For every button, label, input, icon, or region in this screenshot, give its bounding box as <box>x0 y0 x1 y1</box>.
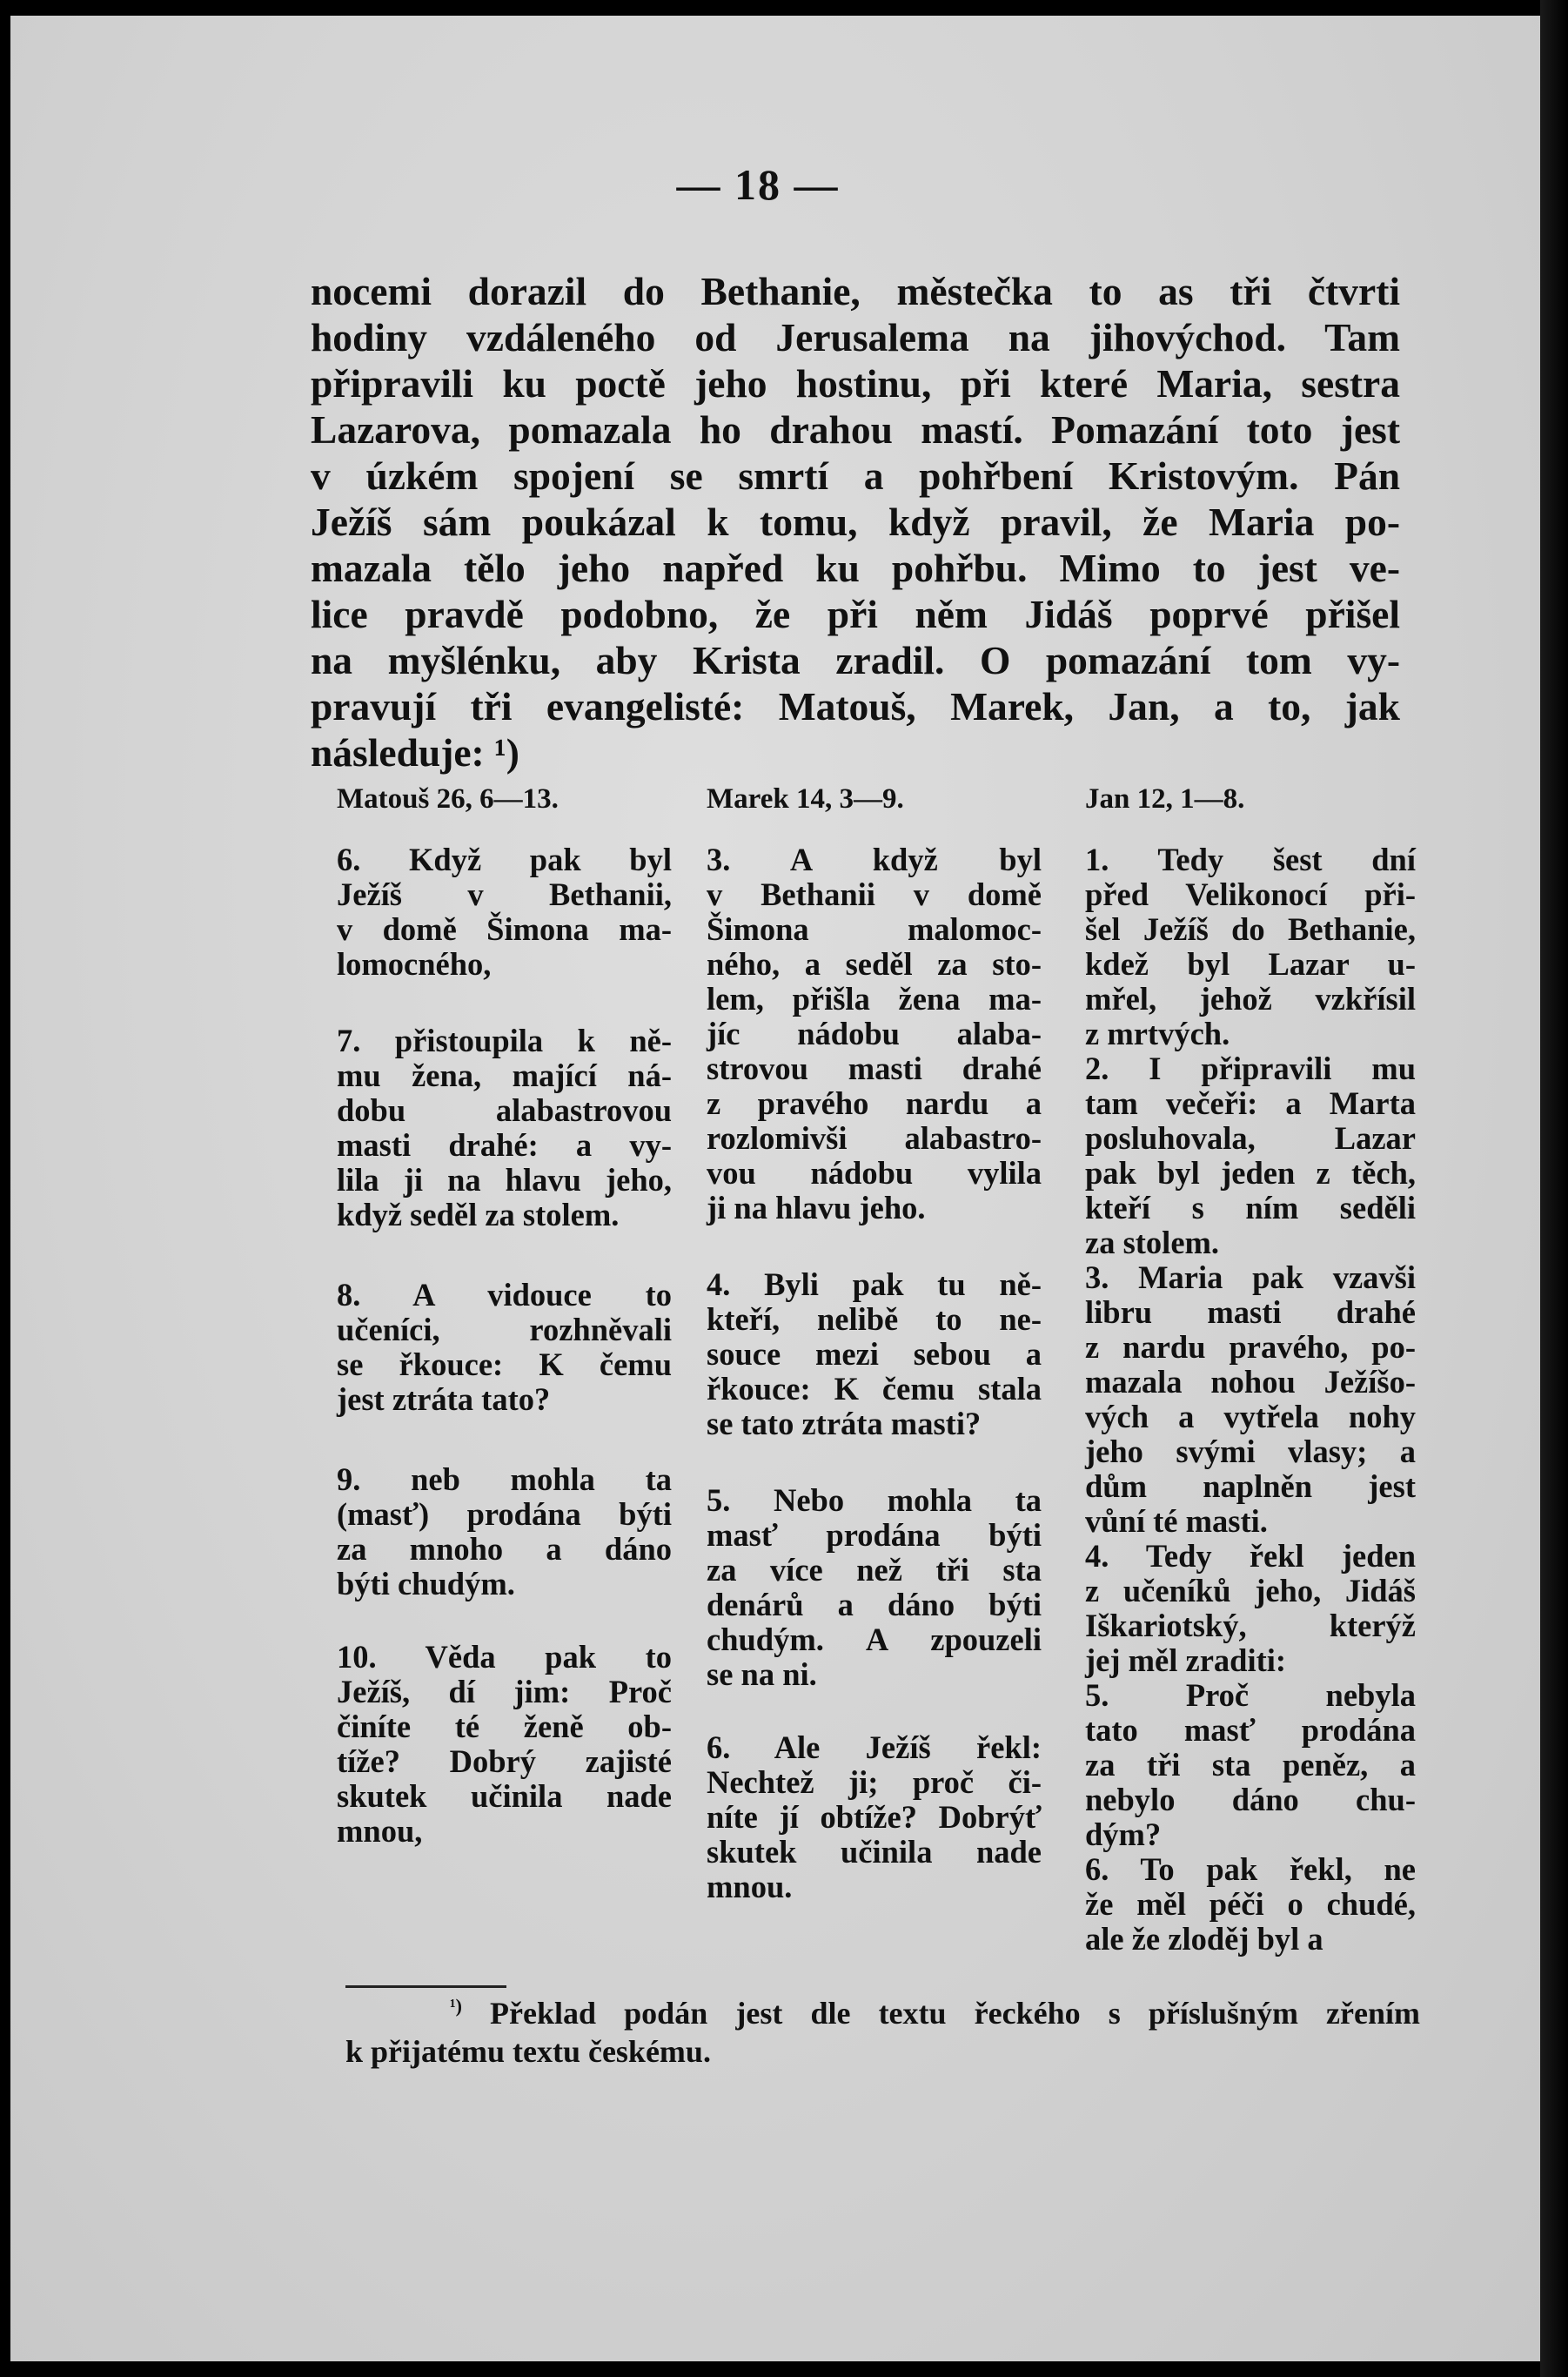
verse-line: mnou, <box>337 1813 423 1849</box>
column-john <box>1085 782 1416 1957</box>
verse-line: Ježíš, dí jim: Proč <box>337 1674 672 1709</box>
verse-line: za více než tři sta <box>707 1552 1042 1588</box>
verse-line: když seděl za stolem. <box>337 1197 620 1232</box>
book-page <box>10 16 1540 2361</box>
verse-line: lila ji na hlavu jeho, <box>337 1162 672 1198</box>
verse-line: před Velikonocí při- <box>1085 876 1416 912</box>
verse <box>1085 1852 1416 1957</box>
verse-line: jej měl zraditi: <box>1085 1642 1287 1678</box>
verse-line: 8. A vidouce to <box>337 1277 672 1313</box>
verse <box>1085 1539 1416 1678</box>
verse-line: šel Ježíš do Bethanie, <box>1085 911 1416 947</box>
verse-line: dým? <box>1085 1816 1162 1852</box>
verse-line: za mnoho a dáno <box>337 1531 672 1567</box>
verse-line: 6. Když pak byl <box>337 842 672 877</box>
column-heading: Jan 12, 1—8. <box>1085 783 1245 815</box>
verse <box>707 843 1042 1225</box>
verse-line: z pravého nardu a <box>707 1085 1042 1121</box>
footnote-line: k přijatému textu českému. <box>345 2034 711 2069</box>
verse-line: 4. Tedy řekl jeden <box>1085 1538 1416 1574</box>
verse-line: rozlomivši alabastro- <box>707 1120 1042 1156</box>
verse-line: skutek učinila nade <box>707 1834 1042 1870</box>
verse <box>1085 1260 1416 1539</box>
verse-line: mazala nohou Ježíšo- <box>1085 1364 1416 1400</box>
verse <box>337 1024 672 1232</box>
verse-line: mnou. <box>707 1869 793 1904</box>
text-line: připravili ku poctě jeho hostinu, při které Maria, sestra <box>311 361 1400 406</box>
text-line: hodiny vzdáleného od Jerusalema na jihovýchod. Tam <box>311 315 1400 359</box>
verse-line: učeníci, rozhněvali <box>337 1312 672 1347</box>
verse-line: ale že zloděj byl a <box>1085 1921 1323 1957</box>
verse-line: mřel, jehož vzkřísil <box>1085 981 1416 1017</box>
verse-line: Nechtež ji; proč či- <box>707 1764 1042 1800</box>
verse <box>337 843 672 982</box>
text-line: pravují tři evangelisté: Matouš, Marek, Jan, a to, jak <box>311 684 1400 729</box>
verse-line: býti chudým. <box>337 1566 515 1601</box>
verse <box>1085 1678 1416 1852</box>
verse-line: mu žena, mající ná- <box>337 1058 672 1093</box>
verse-line: tato masť prodána <box>1085 1712 1416 1748</box>
verse-line: se tato ztráta masti? <box>707 1406 982 1441</box>
verse-line: denárů a dáno býti <box>707 1587 1042 1622</box>
verse <box>1085 1051 1416 1260</box>
text-line: následuje: ¹) <box>311 730 519 775</box>
verse-line: skutek učinila nade <box>337 1778 672 1814</box>
verse <box>337 1278 672 1417</box>
text-line: lice pravdě podobno, že při něm Jidáš poprvé přišel <box>311 592 1400 636</box>
verse-line: Ježíš v Bethanii, <box>337 876 672 912</box>
verse-line: vých a vytřela nohy <box>1085 1399 1416 1434</box>
text-line: na myšlénku, aby Krista zradil. O pomazání tom vy- <box>311 638 1400 682</box>
verse-line: libru masti drahé <box>1085 1294 1416 1330</box>
verse <box>707 1730 1042 1904</box>
verse-line: níte jí obtíže? Dobrýť <box>707 1799 1042 1835</box>
verse-line: se na ni. <box>707 1656 817 1692</box>
verse-line: 5. Nebo mohla ta <box>707 1482 1042 1518</box>
verse-line: 3. Maria pak vzavši <box>1085 1259 1416 1295</box>
text-line: Lazarova, pomazala ho drahou mastí. Pomazání toto jest <box>311 407 1400 452</box>
verse-line: souce mezi sebou a <box>707 1336 1042 1372</box>
verse-line: posluhovala, Lazar <box>1085 1120 1416 1156</box>
verse-line: lem, přišla žena ma- <box>707 981 1042 1017</box>
verse-line: jeho svými vlasy; a <box>1085 1434 1416 1469</box>
verse-line: 3. A když byl <box>707 842 1042 877</box>
verse-line: za tři sta peněz, a <box>1085 1747 1416 1783</box>
column-mark <box>707 782 1042 1904</box>
verse-line: 10. Věda pak to <box>337 1639 672 1675</box>
verse-line: tíže? Dobrý zajisté <box>337 1743 672 1779</box>
verse-line: se řkouce: K čemu <box>337 1346 672 1382</box>
verse-line: kteří s ním seděli <box>1085 1190 1416 1225</box>
verse <box>1085 843 1416 1051</box>
verse-line: že měl péči o chudé, <box>1085 1886 1416 1922</box>
verse-line: nebylo dáno chu- <box>1085 1782 1416 1817</box>
verse-line: 4. Byli pak tu ně- <box>707 1266 1042 1302</box>
column-matthew <box>337 782 672 1849</box>
scan-edge <box>1540 0 1568 2377</box>
footnote-marker: ¹) <box>450 1995 462 2017</box>
verse <box>337 1462 672 1601</box>
verse-line: činíte té ženě ob- <box>337 1709 672 1744</box>
verse-line: tam večeři: a Marta <box>1085 1085 1416 1121</box>
verse-line: 9. neb mohla ta <box>337 1461 672 1497</box>
verse-line: 5. Proč nebyla <box>1085 1677 1416 1713</box>
verse-line: jest ztráta tato? <box>337 1381 551 1417</box>
verse-line: vou nádobu vylila <box>707 1155 1042 1191</box>
verse-line: 1. Tedy šest dní <box>1085 842 1416 877</box>
verse-line: z mrtvých. <box>1085 1016 1230 1051</box>
verse <box>337 1640 672 1849</box>
verse <box>707 1483 1042 1692</box>
verse-line: řkouce: K čemu stala <box>707 1371 1042 1407</box>
column-heading: Matouš 26, 6—13. <box>337 783 559 815</box>
verse-line: z učeníků jeho, Jidáš <box>1085 1573 1416 1608</box>
main-paragraph <box>311 268 1400 776</box>
footnote <box>345 1987 1420 2071</box>
verse-line: za stolem. <box>1085 1225 1220 1260</box>
verse-line: strovou masti drahé <box>707 1051 1042 1086</box>
verse-line: masti drahé: a vy- <box>337 1127 672 1163</box>
verse-line: pak byl jeden z těch, <box>1085 1155 1416 1191</box>
verse-line: ného, a seděl za sto- <box>707 946 1042 982</box>
verse-line: 6. To pak řekl, ne <box>1085 1851 1416 1887</box>
verse-line: 6. Ale Ježíš řekl: <box>707 1729 1042 1765</box>
column-heading: Marek 14, 3—9. <box>707 783 904 815</box>
verse-line: jíc nádobu alaba- <box>707 1016 1042 1051</box>
verse-line: Šimona malomoc- <box>707 911 1042 947</box>
verse-line: lomocného, <box>337 946 492 982</box>
verse-line: v domě Šimona ma- <box>337 911 672 947</box>
text-line: v úzkém spojení se smrtí a pohřbení Kristovým. Pán <box>311 453 1400 498</box>
verse-line: kteří, nelibě to ne- <box>707 1301 1042 1337</box>
verse-line: ji na hlavu jeho. <box>707 1190 926 1225</box>
footnote-line: $^{^1)}$ Překlad podán jest dle textu řeckého s příslušným zřením <box>450 1995 1421 2031</box>
verse-line: chudým. A zpouzeli <box>707 1622 1042 1657</box>
page-number: — 18 — <box>676 160 840 209</box>
verse-line: 7. přistoupila k ně- <box>337 1023 672 1058</box>
text-line: nocemi dorazil do Bethanie, městečka to as tři čtvrti <box>311 269 1400 313</box>
verse-line: Iškariotský, kterýž <box>1085 1608 1416 1643</box>
verse-line: 2. I připravili mu <box>1085 1051 1416 1086</box>
verse-line: dům naplněn jest <box>1085 1468 1416 1504</box>
verse-line: dobu alabastrovou <box>337 1092 672 1128</box>
verse <box>707 1267 1042 1441</box>
text-line: mazala tělo jeho napřed ku pohřbu. Mimo to jest ve- <box>311 546 1400 590</box>
verse-line: kdež byl Lazar u- <box>1085 946 1416 982</box>
verse-line: v Bethanii v domě <box>707 876 1042 912</box>
verse-line: (masť) prodána býti <box>337 1496 672 1532</box>
verse-line: vůní té masti. <box>1085 1503 1268 1539</box>
verse-line: z nardu pravého, po- <box>1085 1329 1416 1365</box>
verse-line: masť prodána býti <box>707 1517 1042 1553</box>
text-line: Ježíš sám poukázal k tomu, když pravil, že Maria po- <box>311 500 1400 544</box>
